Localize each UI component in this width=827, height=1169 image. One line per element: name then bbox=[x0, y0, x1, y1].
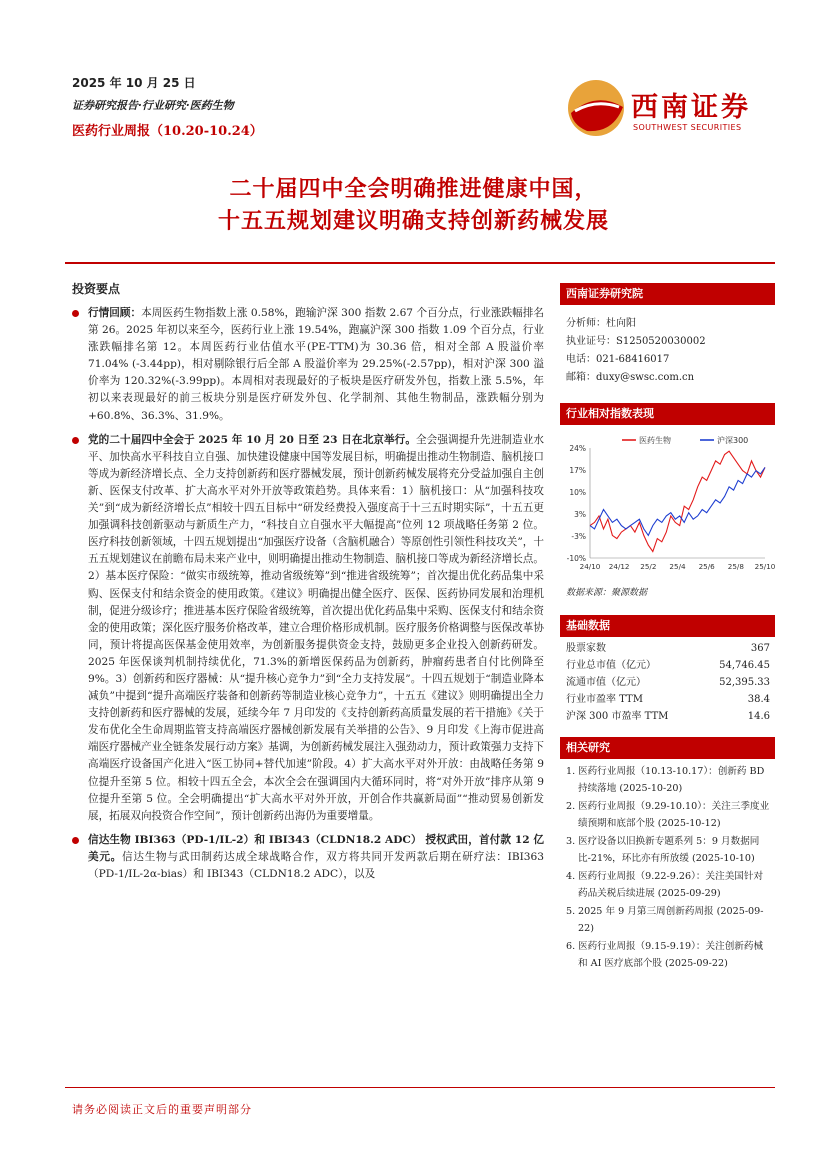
basic-data-table bbox=[566, 640, 770, 725]
chart-source: 数据来源：聚源数据 bbox=[566, 588, 648, 598]
related-research-list bbox=[566, 763, 770, 973]
basic-data-label: 沪深 300 市盈率 TTM bbox=[566, 711, 669, 722]
footer-divider bbox=[65, 1087, 775, 1088]
basic-data-row bbox=[566, 657, 770, 674]
y-tick-label: 17% bbox=[569, 466, 586, 475]
x-tick-label: 25/2 bbox=[640, 562, 657, 571]
section-heading: 投资要点 bbox=[72, 282, 121, 296]
related-research-item[interactable] bbox=[566, 798, 770, 832]
basic-data-label: 行业总市值（亿元） bbox=[566, 660, 656, 671]
analyst-label: 分析师： bbox=[566, 318, 606, 329]
analyst-info bbox=[566, 315, 706, 387]
basic-data-label: 流通市值（亿元） bbox=[566, 677, 646, 688]
page-title-line2: 十五五规划建议明确支持创新药械发展 bbox=[217, 208, 609, 234]
bullet-icon bbox=[72, 837, 79, 844]
footer-disclaimer: 请务必阅读正文后的重要声明部分 bbox=[72, 1103, 252, 1116]
basic-data-row bbox=[566, 708, 770, 725]
phone-number: 021-68416017 bbox=[596, 354, 670, 365]
related-research-heading: 相关研究 bbox=[560, 737, 775, 759]
paragraph-innovent bbox=[72, 832, 544, 883]
phone-label: 电话： bbox=[566, 354, 596, 365]
chart-heading: 行业相对指数表现 bbox=[560, 403, 775, 425]
sidebar-basic-bar bbox=[560, 615, 775, 637]
paragraph-market-review bbox=[72, 305, 544, 425]
paragraph-text: 全会强调提升先进制造业水平、加快高水平科技自立自强、加快建设健康中国等发展目标，明确提出推动生物制造、脑机接口等成为新经济增长点、全力支持创新药和医疗器械发展，预计创新药械发展将充分受益加强自主创新、医保支付改革、扩大高水平对外开放等政策趋势。具体来看：1）脑机接口：从“加强科技攻关”到“成为新经济增长点”相较十四五目标中“研发经费投入强度高于十三五时期实际”，十五五更加强调科技创新驱动与新质生产力，“科技自立自强水平大幅提高”位列 12 项战略任务第 2 位。医疗科技创新领域，十四五规划提出“加强医疗设备（含脑机融合）等原创性引领性科技攻关”，十五五规划建议在前瞻布局未来产业中，则明确提出推动生物制造、脑机接口等成为新经济增长点。2）基本医疗保险：“做实市级统筹，推动省级统筹”到“推进省级统筹”；首次提出优化药品集中采购、医保支付和结余资金的使用政策。《建议》明确提出健全医疗、医保、医药协同发展和治理机制，促进分级诊疗；推进基本医疗保险省级统筹，首次提出优化药品集中采购、医保支付和结余资金的使用政策；深化医疗服务价格改革，建立合理价格形成机制。医疗服务价格调整与医保改革协同，预计将提高医保基金使用效率，为创新服务提供资金支持，鼓励更多企业投入创新药研发。2025 年医保谈判机制持续优化，71.3%的新增医保药品为创新药，肿瘤药患者自付比例降至 9%。3）创新药和医疗器械：从“提升核心竞争力”到“全力支持发展”。十四五规划于“制造业降本减负”中提到“提升高端医疗装备和创新药等制造业核心竞争力”，十五五《建议》则明确提出全力支持创新药和医疗器械的发展，延续今年 7 月印发的《支持创新药高质量发展的若干措施》《关于发布优化全生命周期监管支持高端医疗器械创新发展有关举措的公告》、9 月印发《上海市促进高端医疗器械产业全链条发展行动方案》基调，为创新药械发展注入强劲动力，预计政策强力支持下高端医疗设备国产化进入“医工协同+替代加速”阶段。4）扩大高水平对外开放：由战略任务第 9 位提升至第 5 位。相较十四五全会，本次全会在强调国内大循环同时，将“对外开放”排序从第 9 位提升至第 5 位。全会明确提出“扩大高水平对外开放，开创合作共赢新局面”“推动贸易创新发展，拓展双向投资合作空间”，预计创新药出海仍为重要增量。 bbox=[88, 433, 545, 822]
legend-label: 沪深300 bbox=[717, 436, 749, 445]
company-logo bbox=[565, 75, 775, 145]
sidebar-institute-bar bbox=[560, 283, 775, 305]
related-research-item[interactable] bbox=[566, 833, 770, 867]
y-tick-label: -10% bbox=[566, 554, 586, 563]
index-chart-svg bbox=[560, 430, 775, 580]
logo-emblem-icon bbox=[565, 77, 627, 139]
related-item-text: 医药行业周报（10.13-10.17）：创新药 BD 持续落地 (2025-10-20) bbox=[578, 766, 765, 794]
y-tick-label: 10% bbox=[569, 488, 586, 497]
related-research-item[interactable] bbox=[566, 868, 770, 902]
related-item-number: 5. bbox=[566, 906, 576, 917]
page-title-line1: 二十届四中全会明确推进健康中国， bbox=[229, 176, 598, 202]
paragraph-head: 党的二十届四中全会于 2025 年 10 月 20 日至 23 日在北京举行。 bbox=[88, 433, 416, 446]
bullet-icon bbox=[72, 437, 79, 444]
basic-data-row bbox=[566, 691, 770, 708]
legend-label: 医药生物 bbox=[639, 436, 671, 445]
x-tick-label: 25/10 bbox=[754, 562, 775, 571]
weekly-label: 医药行业周报（10.20-10.24） bbox=[72, 124, 263, 139]
license-number: S1250520030002 bbox=[616, 336, 706, 347]
basic-data-value: 367 bbox=[750, 643, 770, 654]
series-line-csi300 bbox=[590, 467, 765, 535]
x-tick-label: 24/10 bbox=[579, 562, 601, 571]
basic-data-row bbox=[566, 640, 770, 657]
y-tick-label: 3% bbox=[574, 510, 586, 519]
license-label: 执业证号： bbox=[566, 336, 616, 347]
paragraph-text: 本周医药生物指数上涨 0.58%，跑输沪深 300 指数 2.67 个百分点，行业涨跌幅排名第 26。2025 年初以来至今，医药行业上涨 19.54%，跑赢沪深 300 指数 1.09 个百分点，行业涨跌幅排名第 12。本周医药行业估值水平(PE-TTM)为 30.36 倍，相对全部 A 股溢价率 71.04% (-3.44pp)，相对剔除银行后全部 A 股溢价率为 29.25%(-2.57pp)，相对沪深 300 溢价率为 120.32%(-3.99pp)。本周相对表现最好的子板块是医疗研发外包，指数上涨 5.5%，年初以来表现最好的前三板块分别是医疗研发外包、化学制剂、其他生物制品，涨跌幅分别为+60.8%、36.3%、31.9%。 bbox=[88, 307, 545, 422]
basic-data-label: 股票家数 bbox=[566, 643, 606, 654]
related-item-text: 医药行业周报（9.22-9.26）：关注美国针对药品关税后续进展 (2025-09-29) bbox=[578, 871, 764, 899]
related-item-number: 3. bbox=[566, 836, 576, 847]
related-research-item[interactable] bbox=[566, 903, 770, 937]
index-chart bbox=[560, 430, 775, 580]
main-content bbox=[72, 305, 544, 890]
related-item-number: 6. bbox=[566, 941, 576, 952]
related-item-number: 1. bbox=[566, 766, 576, 777]
x-tick-label: 25/8 bbox=[727, 562, 744, 571]
x-tick-label: 25/4 bbox=[669, 562, 686, 571]
logo-name-en: SOUTHWEST SECURITIES bbox=[633, 123, 742, 132]
logo-name-cn: 西南证券 bbox=[631, 92, 751, 123]
related-item-text: 医疗设备以旧换新专题系列 5：9 月数据同比-21%，环比亦有所放缓 (2025-10-10) bbox=[578, 836, 760, 864]
basic-data-value: 38.4 bbox=[747, 694, 770, 705]
sidebar-related-bar bbox=[560, 737, 775, 759]
related-item-number: 2. bbox=[566, 801, 576, 812]
bullet-icon bbox=[72, 310, 79, 317]
related-item-text: 医药行业周报（9.29-10.10）：关注三季度业绩预期和底部个股 (2025-10-12) bbox=[578, 801, 770, 829]
x-tick-label: 24/12 bbox=[608, 562, 630, 571]
related-research-item[interactable] bbox=[566, 938, 770, 972]
sidebar-chart-bar bbox=[560, 403, 775, 425]
basic-data-value: 54,746.45 bbox=[719, 660, 770, 671]
y-tick-label: -3% bbox=[571, 532, 586, 541]
report-type: 证券研究报告·行业研究·医药生物 bbox=[72, 99, 234, 112]
paragraph-text: 信达生物与武田制药达成全球战略合作，双方将共同开发两款后期在研疗法：IBI363（PD-1/IL-2α-bias）和 IBI343（CLDN18.2 ADC），以及 bbox=[88, 850, 545, 880]
basic-data-value: 52,395.33 bbox=[719, 677, 770, 688]
email-label: 邮箱： bbox=[566, 372, 596, 383]
related-item-text: 2025 年 9 月第三周创新药周报 (2025-09-22) bbox=[578, 906, 764, 934]
related-item-number: 4. bbox=[566, 871, 576, 882]
series-line-pharma bbox=[590, 451, 765, 551]
report-date: 2025 年 10 月 25 日 bbox=[72, 76, 196, 90]
paragraph-head: 行情回顾： bbox=[88, 307, 142, 319]
paragraph-plenum bbox=[72, 432, 544, 825]
related-item-text: 医药行业周报（9.15-9.19）：关注创新药械和 AI 医疗底部个股 (2025-09-22) bbox=[578, 941, 764, 969]
basic-data-row bbox=[566, 674, 770, 691]
email-address[interactable]: duxy@swsc.com.cn bbox=[596, 372, 695, 383]
institute-heading: 西南证券研究院 bbox=[560, 283, 775, 305]
paragraph-head: 信达生物 IBI363（PD-1/IL-2）和 IBI343（CLDN18.2 ADC） 授权武田，首付款 12 亿美元。 bbox=[88, 833, 544, 863]
basic-data-value: 14.6 bbox=[747, 711, 770, 722]
basic-data-heading: 基础数据 bbox=[560, 615, 775, 637]
related-research-item[interactable] bbox=[566, 763, 770, 797]
x-tick-label: 25/6 bbox=[698, 562, 715, 571]
analyst-name: 杜向阳 bbox=[606, 318, 636, 329]
basic-data-label: 行业市盈率 TTM bbox=[566, 694, 643, 705]
header-divider bbox=[65, 262, 775, 264]
y-tick-label: 24% bbox=[569, 444, 586, 453]
